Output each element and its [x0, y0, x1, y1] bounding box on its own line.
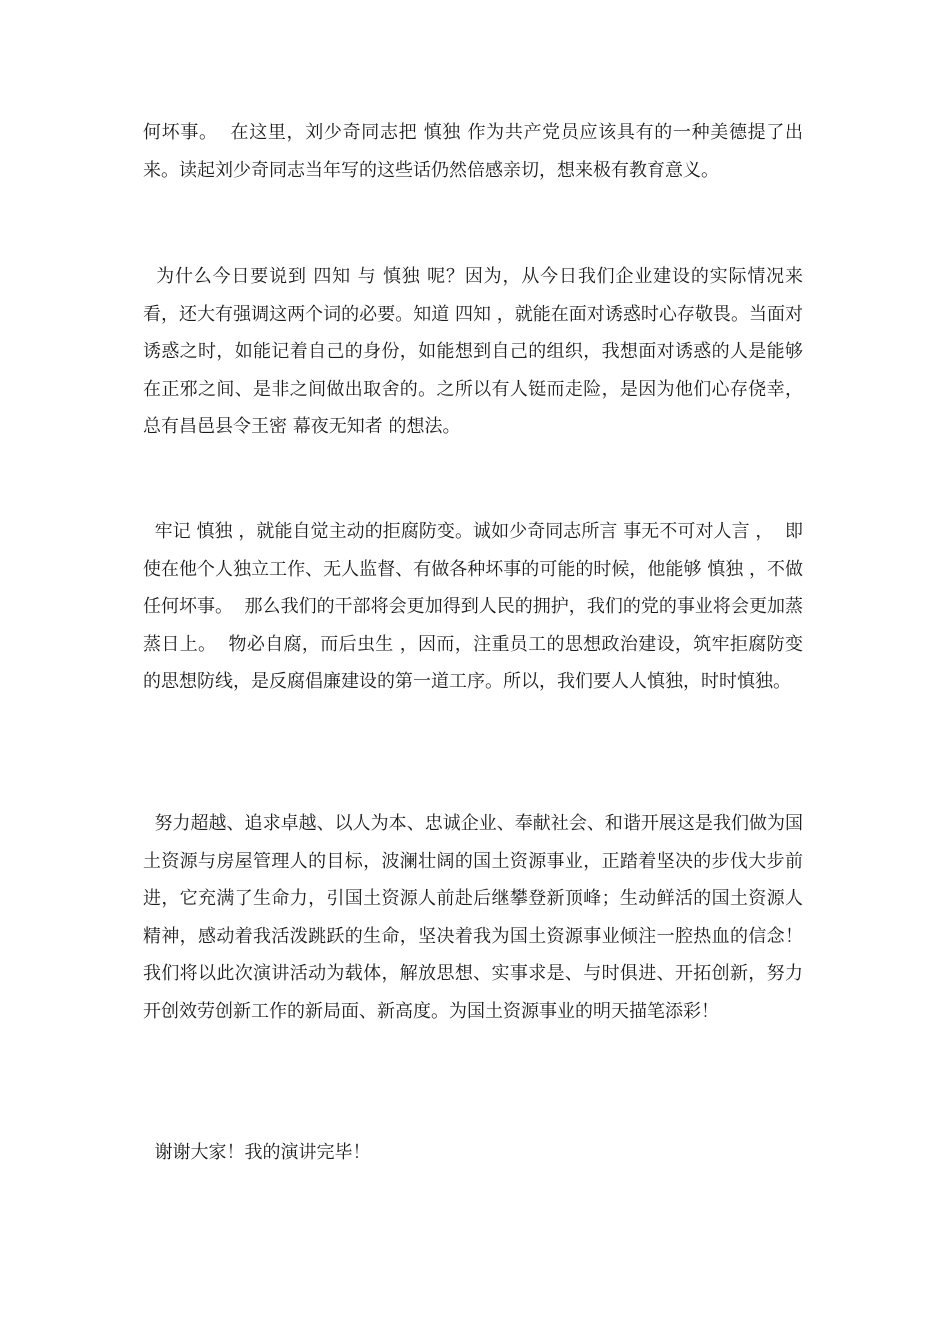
paragraph-2: 为什么今日要说到 四知 与 慎独 呢？因为，从今日我们企业建设的实际情况来看，还大有强调这两个词的必要。知道 四知 ，就能在面对诱惑时心存敬畏。当面对诱惑之时，如能记着自己的身份，如能想到自己的组织，我想面对诱惑的人是能够在正邪之间、是非之间做出取舍的。之所以有人铤而走险，是因为他们心存侥幸，总有昌邑县令王密 幕夜无知者 的想法。: [143, 266, 803, 437]
paragraph-3: 牢记 慎独 ，就能自觉主动的拒腐防变。诚如少奇同志所言 事无不可对人言 ， 即使在他个人独立工作、无人监督、有做各种坏事的可能的时候，他能够 慎独 ，不做任何坏事。 那么我们的干部将会更加得到人民的拥护，我们的党的事业将会更加蒸蒸日上。 物必自腐，而后虫生 ，因而，注重员工的思想政治建设，筑牢拒腐防变的思想防线，是反腐倡廉建设的第一道工序。所以，我们要人人慎独，时时慎独。: [143, 521, 803, 692]
paragraph-1: 何坏事。 在这里，刘少奇同志把 慎独 作为共产党员应该具有的一种美德提了出来。读起刘少奇同志当年写的这些话仍然倍感亲切，想来极有教育意义。: [143, 122, 803, 181]
paragraph-4: 努力超越、追求卓越、以人为本、忠诚企业、奉献社会、和谐开展这是我们做为国土资源与房屋管理人的目标，波澜壮阔的国土资源事业，正踏着坚决的步伐大步前进，它充满了生命力，引国土资源人前赴后继攀登新顶峰；生动鲜活的国土资源人精神，感动着我活泼跳跃的生命，坚决着我为国土资源事业倾注一腔热血的信念！我们将以此次演讲活动为载体，解放思想、实事求是、与时俱进、开拓创新，努力开创效劳创新工作的新局面、新高度。为国土资源事业的明天描笔添彩！: [143, 813, 803, 1022]
paragraph-5: 谢谢大家！我的演讲完毕！: [143, 1142, 371, 1163]
